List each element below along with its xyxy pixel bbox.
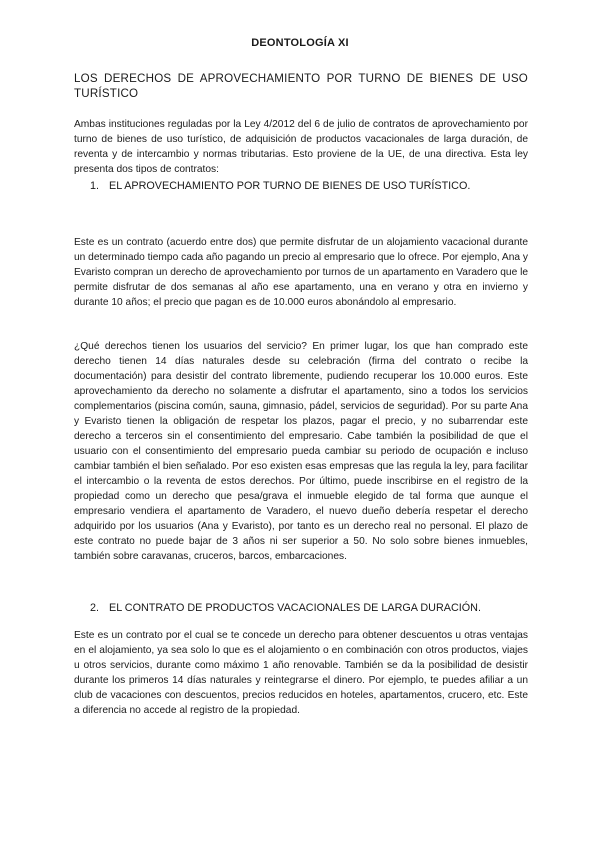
document-title: DEONTOLOGÍA XI <box>251 37 349 49</box>
section-2-heading-text: EL CONTRATO DE PRODUCTOS VACACIONALES DE LARGA DURACIÓN. <box>109 602 481 614</box>
section-2-number: 2. <box>90 602 100 614</box>
document-subtitle: LOS DERECHOS DE APROVECHAMIENTO POR TURNO DE BIENES DE USO TURÍSTICO <box>74 72 528 100</box>
section-1-heading-text: EL APROVECHAMIENTO POR TURNO DE BIENES DE USO TURÍSTICO. <box>109 180 471 192</box>
section-1-number: 1. <box>90 180 100 192</box>
section-2-paragraph-1: Este es un contrato por el cual se te concede un derecho para obtener descuentos u otras ventajas en el alojamiento, ya sea solo lo que es el alojamiento o en combinación con otros productos, viajes u otros servicios, durante como máximo 1 año renovable. También se da la posibilidad de desistir durante los primeros 14 días naturales y reintegrarse el dinero. Por ejemplo, te puedes afiliar a un club de vacaciones con descuentos, precios reducidos en hoteles, apartamentos, crucero, etc. Este a diferencia no accede al registro de la propiedad. <box>74 630 528 716</box>
section-2-heading <box>90 601 530 615</box>
intro-paragraph: Ambas instituciones reguladas por la Ley 4/2012 del 6 de julio de contratos de aprovechamiento por turno de bienes de uso turístico, de adquisición de productos vacacionales de larga duración, de reventa y de intercambio y normas tributarias. Esto proviene de la UE, de una directiva. Esta ley presenta dos tipos de contratos: <box>74 119 528 175</box>
section-1-heading <box>90 179 530 193</box>
section-1-paragraph-2: ¿Qué derechos tienen los usuarios del servicio? En primer lugar, los que han comprado este derecho tienen 14 días naturales desde su celebración (firma del contrato o recibe la documentación) para desistir del contrato libremente, pudiendo recuperar los 10.000 euros. Este aprovechamiento da derecho no solamente a disfrutar el apartamento, sino a todos los servicios complementarios (piscina común, sauna, gimnasio, pádel, servicios de seguridad). Por su parte Ana y Evaristo tienen la obligación de respetar los plazos, pagar el precio, y no subarrendar este derecho a terceros sin el consentimiento del empresario. Cabe también la posibilidad de que el usuario con el consentimiento del empresario pueda cambiar su periodo de ocupación e incluso cambiar también el bien señalado. Por eso existen esas empresas que las regula la ley, para facilitar el intercambio o la reventa de estos derechos. Por último, puede inscribirse en el registro de la propiedad como un derecho que pesa/grava el inmueble elegido de tal forma que aunque el empresario vendiera el apartamento de Varadero, el nuevo dueño debería respetar el derecho adquirido por los usuarios (Ana y Evaristo), por tanto es un derecho real no personal. El plazo de este contrato no puede bajar de 3 años ni ser superior a 50. No solo sobre bienes inmuebles, también sobre caravanas, cruceros, barcos, embarcaciones. <box>74 341 528 562</box>
section-1-paragraph-1: Este es un contrato (acuerdo entre dos) que permite disfrutar de un alojamiento vacacional durante un determinado tiempo cada año pagando un precio al empresario que lo ofrece. Por ejemplo, Ana y Evaristo compran un derecho de aprovechamiento por turnos de un apartamento en Varadero que le permite disfrutar de dos semanas al año ese apartamento, una en verano y otra en invierno y durante 10 años; el precio que pagan es de 10.000 euros abonándolo al empresario. <box>74 237 529 308</box>
